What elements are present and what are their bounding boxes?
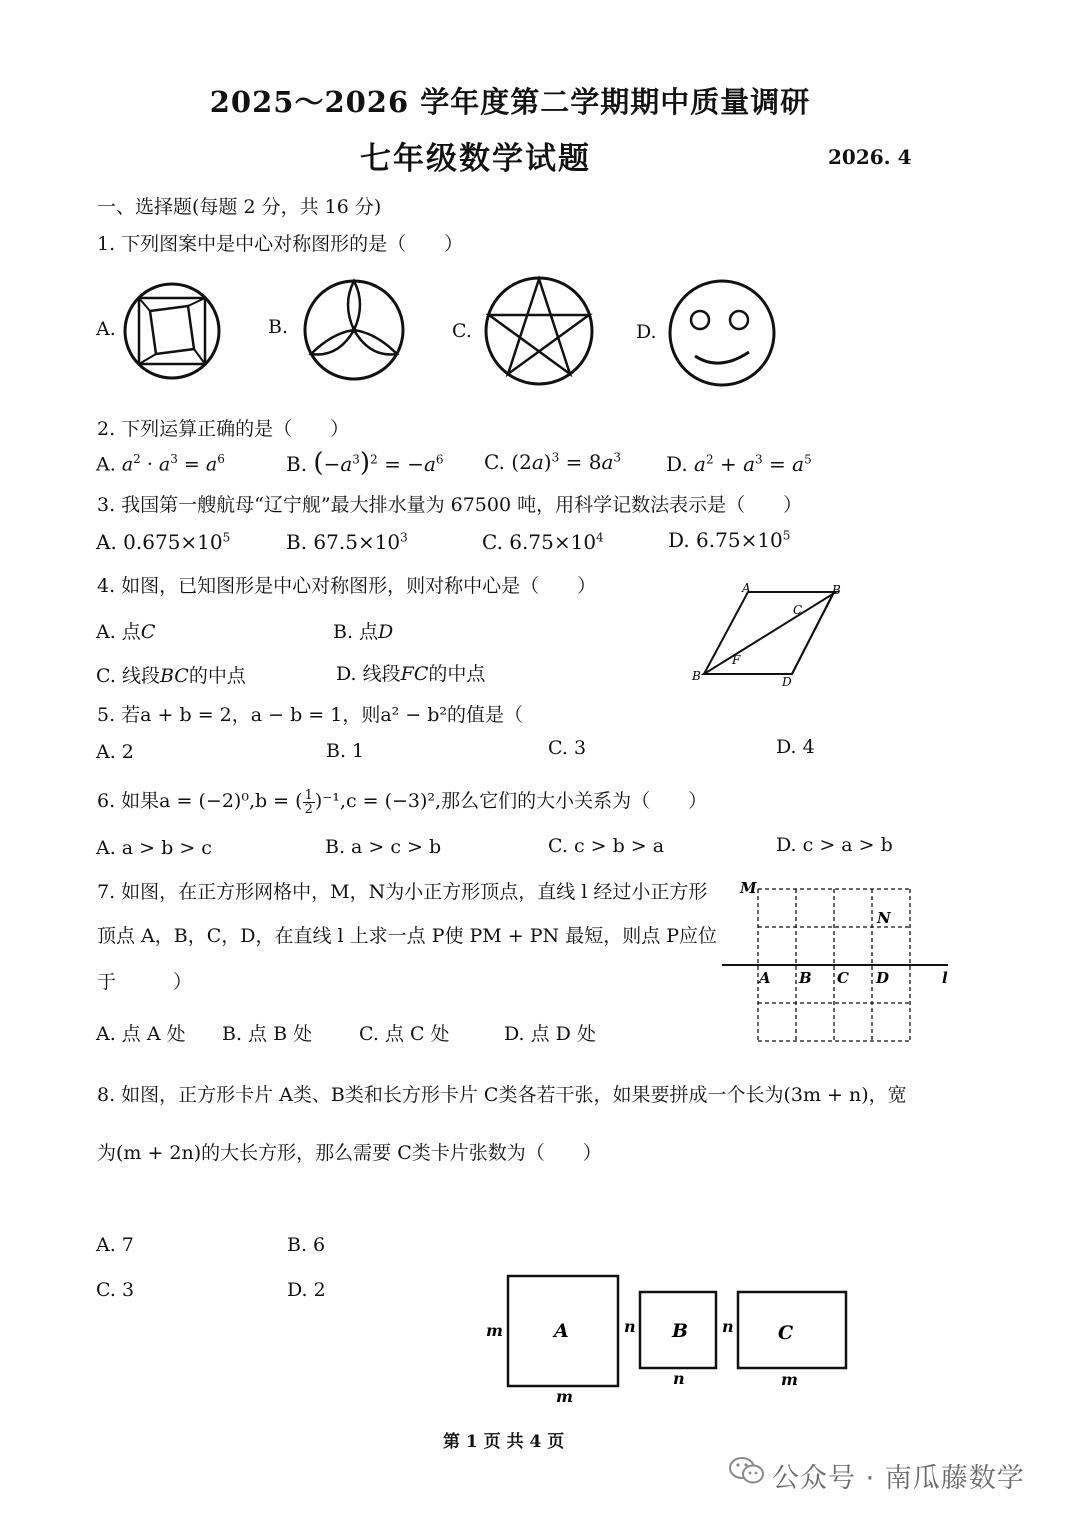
q2-option-a: A. $a^2 \cdot a^3 = a^6$ xyxy=(96,452,225,476)
q8-option-c: C. 3 xyxy=(96,1279,135,1301)
q8-card-b-bottom: n xyxy=(673,1369,685,1388)
q6-option-c: C. c > b > a xyxy=(548,835,665,857)
exam-title: 2025～2026 学年度第二学期期中质量调研 xyxy=(209,85,811,119)
q7-option-d: D. 点 D 处 xyxy=(504,1023,596,1045)
q7-label-n: N xyxy=(877,909,891,927)
q8-line1: 8. 如图，正方形卡片 A类、B类和长方形卡片 C类各若干张，如果要拼成一个长为(3m + n)，宽 xyxy=(97,1084,907,1106)
wechat-icon xyxy=(728,1455,766,1487)
q4-label-d: D xyxy=(782,675,792,689)
q4-option-c: C. 线段BC的中点 xyxy=(96,665,246,687)
exam-subtitle: 七年级数学试题 xyxy=(360,141,591,177)
q7-grid-figure xyxy=(720,875,960,1050)
q2-option-c: C. $(2a)^3 = 8a^3$ xyxy=(484,450,622,474)
q3-option-c: C. $6.75\times 10^4$ xyxy=(482,530,604,554)
q8-card-b-label: B xyxy=(672,1320,689,1342)
q8-card-b-side: n xyxy=(624,1317,636,1336)
q1-figure-d xyxy=(667,278,777,388)
q4-figure xyxy=(686,580,856,690)
q4-label-f: F xyxy=(732,653,741,667)
q1-label-b: B. xyxy=(268,316,289,338)
q3-stem: 3. 我国第一艘航母“辽宁舰”最大排水量为 67500 吨，用科学记数法表示是（ ） xyxy=(97,494,803,516)
q8-option-b: B. 6 xyxy=(287,1234,326,1256)
q2-option-b-label: B. xyxy=(286,452,308,476)
q2-option-d: D. $a^2 + a^3 = a^5$ xyxy=(666,452,812,476)
q8-line2: 为(m + 2n)的大长方形，那么需要 C类卡片张数为（ ） xyxy=(97,1142,602,1164)
q7-option-a: A. 点 A 处 xyxy=(96,1023,186,1045)
section-heading: 一、选择题(每题 2 分，共 16 分) xyxy=(97,196,382,218)
q1-figure-a xyxy=(122,281,222,381)
q8-card-a-label: A xyxy=(554,1320,569,1342)
q8-cards-figure xyxy=(478,1270,858,1410)
q4-label-b-bottom: B xyxy=(692,669,701,683)
q3-option-d: D. $6.75\times 10^5$ xyxy=(668,528,791,552)
q3-option-b: B. $67.5\times 10^3$ xyxy=(286,530,408,554)
q4-label-b-top: B xyxy=(832,583,841,597)
q1-figure-b xyxy=(302,278,406,382)
q2-option-d-label: D. xyxy=(666,452,688,476)
q6-option-a: A. a > b > c xyxy=(96,837,212,859)
exam-date: 2026. 4 xyxy=(828,145,912,169)
q1-label-a: A. xyxy=(96,318,116,340)
q7-option-c: C. 点 C 处 xyxy=(359,1023,450,1045)
q4-option-d: D. 线段FC的中点 xyxy=(336,663,486,685)
q7-line2: 顶点 A，B，C，D，在直线 l 上求一点 P使 PM + PN 最短，则点 P应位 xyxy=(97,925,718,947)
q8-card-c-bottom: m xyxy=(781,1370,798,1389)
q3-option-a: A. $0.675\times 10^5$ xyxy=(96,530,231,554)
q6-option-d: D. c > a > b xyxy=(776,834,893,856)
q7-label-l: l xyxy=(942,969,948,987)
q8-card-c-label: C xyxy=(778,1322,794,1344)
q7-label-m: M xyxy=(740,879,757,897)
watermark-text: 公众号 · 南瓜藤数学 xyxy=(772,1463,1025,1494)
q7-option-b: B. 点 B 处 xyxy=(222,1023,313,1045)
q7-line1: 7. 如图，在正方形网格中，M，N为小正方形顶点，直线 l 经过小正方形 xyxy=(97,881,708,903)
q4-stem: 4. 如图，已知图形是中心对称图形，则对称中心是（ ） xyxy=(97,575,597,597)
q5-option-b: B. 1 xyxy=(326,740,365,762)
q4-option-a: A. 点C xyxy=(96,621,156,643)
q5-option-c: C. 3 xyxy=(548,737,587,759)
q8-card-a-side: m xyxy=(486,1321,503,1340)
q7-line3: 于 ） xyxy=(97,971,193,993)
q1-stem: 1. 下列图案中是中心对称图形的是（ ） xyxy=(97,233,464,255)
q8-option-d: D. 2 xyxy=(287,1279,326,1301)
q2-option-b: B. $(-a^3)^2 = -a^6$ xyxy=(286,448,444,478)
q4-option-b: B. 点D xyxy=(333,621,394,643)
q7-label-a: A xyxy=(759,969,771,987)
q1-label-c: C. xyxy=(452,320,472,342)
q2-stem: 2. 下列运算正确的是（ ） xyxy=(97,418,350,440)
q6-option-b: B. a > c > b xyxy=(325,836,442,858)
q2-option-c-label: C. xyxy=(484,450,505,474)
q7-label-c: C xyxy=(837,969,849,987)
q7-label-d: D xyxy=(876,969,890,987)
q4-label-a: A xyxy=(742,581,751,595)
page-footer: 第 1 页 共 4 页 xyxy=(443,1432,565,1452)
q2-option-a-label: A. xyxy=(96,453,116,476)
q1-figure-c xyxy=(483,275,595,387)
q8-card-c-side: n xyxy=(722,1317,734,1336)
q7-label-b: B xyxy=(799,969,812,987)
q5-stem: 5. 若a + b = 2，a − b = 1，则a² − b²的值是（ xyxy=(97,704,524,726)
q5-option-d: D. 4 xyxy=(776,736,815,758)
q8-card-a-bottom: m xyxy=(556,1387,573,1406)
q6-stem: 6. 如果a = (−2)⁰,b = ( $\frac{1}{2}$ )⁻¹,c = (−3)²,那么它们的大小关系为（ ） xyxy=(97,787,708,817)
q4-label-c: C xyxy=(793,603,803,617)
q8-option-a: A. 7 xyxy=(96,1234,134,1256)
q5-option-a: A. 2 xyxy=(96,741,134,763)
q1-label-d: D. xyxy=(636,321,657,343)
